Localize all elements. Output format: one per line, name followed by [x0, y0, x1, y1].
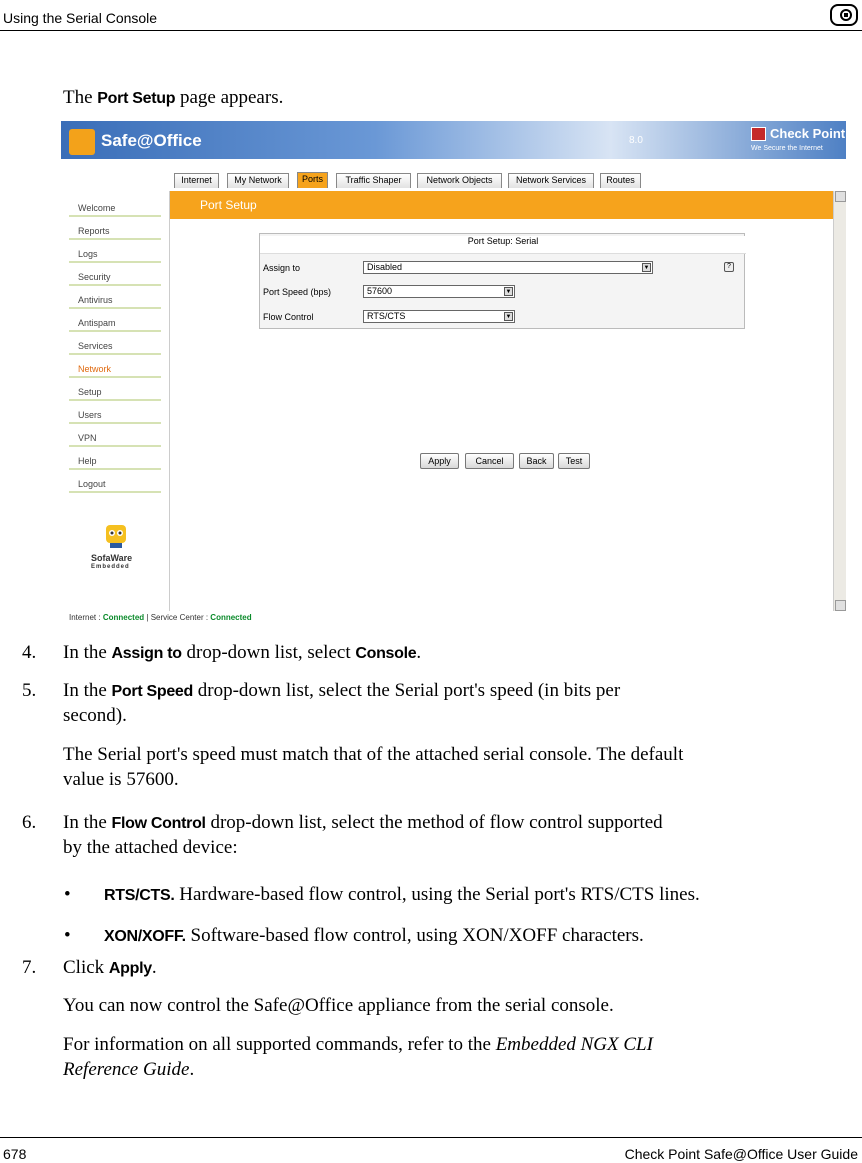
intro-line: The Port Setup page appears. [63, 87, 284, 108]
flow-control-label: Flow Control [263, 312, 314, 322]
page-number: 678 [3, 1146, 27, 1162]
sidebar-item-logs[interactable]: Logs [69, 243, 161, 263]
book-title: Check Point Safe@Office User Guide [624, 1146, 858, 1162]
tab-ports[interactable]: Ports [297, 172, 328, 188]
note-line-1: The Serial port's speed must match that of the attached serial console. The default [63, 744, 684, 765]
chevron-down-icon: ▼ [505, 289, 512, 295]
check-point-logo-icon [751, 127, 766, 141]
after-line-1: You can now control the Safe@Office appliance from the serial console. [63, 995, 614, 1016]
scrollbar[interactable] [833, 191, 846, 611]
test-button[interactable]: Test [558, 453, 590, 469]
scroll-up-icon[interactable] [835, 191, 846, 202]
assign-to-select[interactable]: Disabled ▼ [363, 261, 653, 274]
bullet-xon-xoff: XON/XOFF. Software-based flow control, using XON/XOFF characters. [104, 925, 644, 946]
scroll-down-icon[interactable] [835, 600, 846, 611]
sidebar-item-services[interactable]: Services [69, 335, 161, 355]
main-content [169, 191, 833, 611]
port-setup-form [259, 233, 745, 329]
tab-my-network[interactable]: My Network [227, 173, 289, 188]
bullet-glyph: • [64, 884, 71, 905]
internet-status: Connected [102, 613, 145, 622]
sidebar-item-reports[interactable]: Reports [69, 220, 161, 240]
tab-network-services[interactable]: Network Services [508, 173, 594, 188]
tab-routes[interactable]: Routes [600, 173, 641, 188]
sofaware-mascot-icon [101, 521, 131, 551]
step-6-text: In the Flow Control drop-down list, select the method of flow control supported [63, 812, 663, 833]
step-7-text: Click Apply. [63, 957, 157, 978]
form-title: Port Setup: Serial [260, 236, 746, 254]
header-title: Using the Serial Console [3, 10, 158, 26]
assign-to-label: Assign to [263, 263, 301, 273]
step-4-number: 4. [22, 642, 37, 663]
sofaware-name: SofaWare [91, 553, 133, 563]
back-button[interactable]: Back [519, 453, 554, 469]
sidebar-item-network[interactable]: Network [69, 358, 161, 378]
page-title: Port Setup [170, 191, 834, 219]
safe-at-office-logo-icon [69, 129, 95, 155]
brand-name: Safe@Office [101, 131, 202, 150]
cancel-button[interactable]: Cancel [465, 453, 514, 469]
note-line-2: value is 57600. [63, 769, 179, 790]
vendor-tagline: We Secure the Internet [751, 145, 823, 152]
intro-bold: Port Setup [97, 90, 176, 107]
help-icon[interactable]: ? [724, 262, 734, 272]
version: 8.0 [629, 135, 643, 146]
service-center-status: Connected [210, 613, 252, 622]
sidebar-item-vpn[interactable]: VPN [69, 427, 161, 447]
vendor-name: Check Point [770, 126, 846, 141]
reference-guide-title: Embedded NGX CLI [495, 1034, 653, 1055]
tab-internet[interactable]: Internet [174, 173, 219, 188]
sidebar-item-welcome[interactable]: Welcome [69, 197, 161, 217]
bullet-rts-cts: RTS/CTS. Hardware-based flow control, using the Serial port's RTS/CTS lines. [104, 884, 700, 905]
app-banner [61, 121, 846, 159]
step-4-text: In the Assign to drop-down list, select Console. [63, 642, 422, 663]
console-icon [830, 4, 858, 26]
bullet-glyph: • [64, 925, 71, 946]
sidebar-item-help[interactable]: Help [69, 450, 161, 470]
page-header [0, 4, 862, 31]
tab-traffic-shaper[interactable]: Traffic Shaper [336, 173, 411, 188]
port-speed-label: Port Speed (bps) [263, 287, 332, 297]
page-footer [0, 1137, 862, 1163]
sidebar-item-antivirus[interactable]: Antivirus [69, 289, 161, 309]
port-speed-select[interactable]: 57600 ▼ [363, 285, 515, 298]
after-line-3: Reference Guide. [63, 1059, 195, 1080]
step-5-text: In the Port Speed drop-down list, select the Serial port's speed (in bits per [63, 680, 621, 701]
port-setup-screenshot [61, 121, 846, 623]
step-5-number: 5. [22, 680, 37, 701]
sidebar-item-users[interactable]: Users [69, 404, 161, 424]
chevron-down-icon: ▼ [505, 314, 512, 320]
flow-control-select[interactable]: RTS/CTS ▼ [363, 310, 515, 323]
sidebar-item-logout[interactable]: Logout [69, 473, 161, 493]
status-bar: Internet : Connected | Service Center : Connected [69, 613, 252, 622]
chevron-down-icon: ▼ [643, 265, 650, 271]
tab-network-objects[interactable]: Network Objects [417, 173, 502, 188]
apply-button[interactable]: Apply [420, 453, 459, 469]
step-7-number: 7. [22, 957, 37, 978]
sidebar-item-security[interactable]: Security [69, 266, 161, 286]
after-line-2: For information on all supported commands, refer to the Embedded NGX CLI [63, 1034, 653, 1055]
sidebar-item-setup[interactable]: Setup [69, 381, 161, 401]
sofaware-sub: Embedded [91, 564, 130, 570]
step-6-number: 6. [22, 812, 37, 833]
sidebar-item-antispam[interactable]: Antispam [69, 312, 161, 332]
step-6-text-cont: by the attached device: [63, 837, 238, 858]
step-5-text-cont: second). [63, 705, 127, 726]
